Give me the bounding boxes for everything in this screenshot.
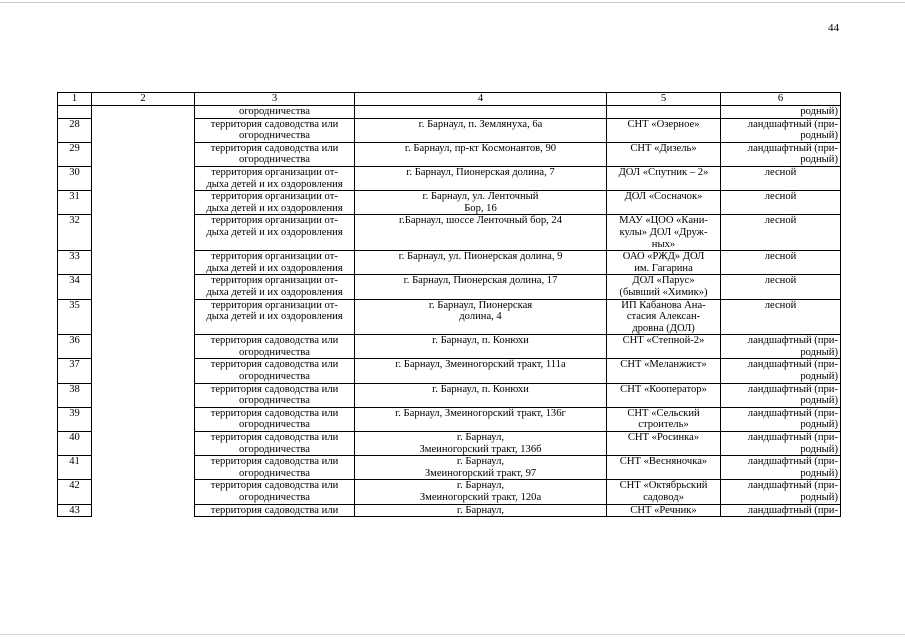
category-cell: лесной [721, 191, 841, 215]
col2-cell [92, 383, 195, 407]
category-cell: лесной [721, 299, 841, 335]
header-col-5: 5 [607, 93, 721, 106]
category-cell: ландшафтный (при- родный) [721, 118, 841, 142]
scan-edge-top [0, 2, 905, 3]
category-cell: ландшафтный (при- родный) [721, 407, 841, 431]
category-cell: ландшафтный (при- родный) [721, 383, 841, 407]
address-cell: г. Барнаул, Змеиногорский тракт, 111а [355, 359, 607, 383]
row-number-cell: 29 [58, 142, 92, 166]
territory-type-cell: территория садоводства или огородничества [195, 480, 355, 504]
address-cell: г. Барнаул, Змеиногорский тракт, 136б [355, 432, 607, 456]
row-number-cell: 39 [58, 407, 92, 431]
category-cell: ландшафтный (при- родный) [721, 335, 841, 359]
header-col-2: 2 [92, 93, 195, 106]
address-cell: г. Барнаул, п. Конюхи [355, 335, 607, 359]
cont-num-cell [58, 106, 92, 119]
table-row [58, 432, 841, 456]
table-row [58, 480, 841, 504]
organization-cell: ДОЛ «Парус» (бывший «Химик») [607, 275, 721, 299]
col2-cell [92, 335, 195, 359]
organization-cell: СНТ «Кооператор» [607, 383, 721, 407]
category-cell: лесной [721, 215, 841, 251]
continuation-row [58, 106, 841, 119]
table-row [58, 504, 841, 517]
organization-cell: СНТ «Степной-2» [607, 335, 721, 359]
header-col-4: 4 [355, 93, 607, 106]
organization-cell: МАУ «ЦОО «Кани- кулы» ДОЛ «Друж- ных» [607, 215, 721, 251]
address-cell: г. Барнаул, пр-кт Космонавтов, 90 [355, 142, 607, 166]
organization-cell: ИП Кабанова Ана- стасия Алексан- дровна (ДОЛ) [607, 299, 721, 335]
territory-type-cell: территория садоводства или огородничества [195, 359, 355, 383]
table-row [58, 299, 841, 335]
organization-cell: ОАО «РЖД» ДОЛ им. Гагарина [607, 251, 721, 275]
table-row [58, 275, 841, 299]
category-cell: лесной [721, 251, 841, 275]
organization-cell: СНТ «Росинка» [607, 432, 721, 456]
header-row [58, 93, 841, 106]
category-cell: ландшафтный (при- родный) [721, 142, 841, 166]
organization-cell: СНТ «Октябрьский садовод» [607, 480, 721, 504]
organization-cell: СНТ «Сельский строитель» [607, 407, 721, 431]
table-row [58, 335, 841, 359]
territory-type-cell: территория организации от- дыха детей и их оздоровления [195, 215, 355, 251]
table-row [58, 142, 841, 166]
table-row [58, 166, 841, 190]
table-row [58, 251, 841, 275]
row-number-cell: 37 [58, 359, 92, 383]
header-col-1: 1 [58, 93, 92, 106]
col2-cell [92, 118, 195, 142]
table-row [58, 118, 841, 142]
col2-cell [92, 299, 195, 335]
address-cell: г. Барнаул, Пионерская долина, 17 [355, 275, 607, 299]
address-cell: г. Барнаул, Змеиногорский тракт, 97 [355, 456, 607, 480]
row-number-cell: 42 [58, 480, 92, 504]
category-cell: ландшафтный (при- родный) [721, 480, 841, 504]
category-cell: ландшафтный (при- родный) [721, 359, 841, 383]
address-cell: г. Барнаул, ул. Ленточный Бор, 16 [355, 191, 607, 215]
territory-type-cell: территория организации от- дыха детей и их оздоровления [195, 191, 355, 215]
territory-type-cell: территория садоводства или огородничества [195, 335, 355, 359]
row-number-cell: 31 [58, 191, 92, 215]
cont-category-cell: родный) [721, 106, 841, 119]
row-number-cell: 40 [58, 432, 92, 456]
col2-cell [92, 275, 195, 299]
address-cell: г. Барнаул, [355, 504, 607, 517]
col2-cell [92, 480, 195, 504]
row-number-cell: 41 [58, 456, 92, 480]
address-cell: г. Барнаул, Змеиногорский тракт, 136г [355, 407, 607, 431]
category-cell: ландшафтный (при- [721, 504, 841, 517]
organization-cell: ДОЛ «Сосначок» [607, 191, 721, 215]
col2-cell [92, 191, 195, 215]
col2-cell [92, 142, 195, 166]
row-number-cell: 38 [58, 383, 92, 407]
col2-cell [92, 215, 195, 251]
category-cell: лесной [721, 275, 841, 299]
address-cell: г. Барнаул, Змеиногорский тракт, 120а [355, 480, 607, 504]
cont-org-cell [607, 106, 721, 119]
organization-cell: СНТ «Дизель» [607, 142, 721, 166]
row-number-cell: 33 [58, 251, 92, 275]
table-row [58, 191, 841, 215]
organization-cell: СНТ «Меланжист» [607, 359, 721, 383]
territory-type-cell: территория организации от- дыха детей и их оздоровления [195, 299, 355, 335]
row-number-cell: 30 [58, 166, 92, 190]
territory-type-cell: территория садоводства или огородничества [195, 118, 355, 142]
territory-type-cell: территория садоводства или [195, 504, 355, 517]
organization-cell: СНТ «Озерное» [607, 118, 721, 142]
organization-cell: СНТ «Весняночка» [607, 456, 721, 480]
col2-cell [92, 504, 195, 517]
territory-type-cell: территория садоводства или огородничества [195, 142, 355, 166]
table-row [58, 383, 841, 407]
header-col-3: 3 [195, 93, 355, 106]
territory-type-cell: территория организации от- дыха детей и их оздоровления [195, 251, 355, 275]
table-row [58, 407, 841, 431]
col2-cell [92, 251, 195, 275]
address-cell: г. Барнаул, Пионерская долина, 4 [355, 299, 607, 335]
address-cell: г. Барнаул, п. Конюхи [355, 383, 607, 407]
address-cell: г. Барнаул, п. Землянуха, 6а [355, 118, 607, 142]
address-cell: г. Барнаул, ул. Пионерская долина, 9 [355, 251, 607, 275]
territory-type-cell: территория садоводства или огородничества [195, 407, 355, 431]
cont-type-cell: огородничества [195, 106, 355, 119]
col2-cell [92, 456, 195, 480]
row-number-cell: 35 [58, 299, 92, 335]
organization-cell: СНТ «Речник» [607, 504, 721, 517]
land-use-table [57, 92, 841, 517]
header-col-6: 6 [721, 93, 841, 106]
cont-address-cell [355, 106, 607, 119]
category-cell: ландшафтный (при- родный) [721, 456, 841, 480]
territory-type-cell: территория организации от- дыха детей и их оздоровления [195, 275, 355, 299]
cont-col2-cell [92, 106, 195, 119]
table-row [58, 456, 841, 480]
table-row [58, 215, 841, 251]
category-cell: лесной [721, 166, 841, 190]
table-row [58, 359, 841, 383]
territory-type-cell: территория садоводства или огородничества [195, 456, 355, 480]
territory-type-cell: территория организации от- дыха детей и их оздоровления [195, 166, 355, 190]
scan-edge-bottom [0, 634, 905, 635]
row-number-cell: 43 [58, 504, 92, 517]
organization-cell: ДОЛ «Спутник – 2» [607, 166, 721, 190]
col2-cell [92, 359, 195, 383]
col2-cell [92, 432, 195, 456]
page-number: 44 [828, 22, 839, 34]
territory-type-cell: территория садоводства или огородничества [195, 432, 355, 456]
category-cell: ландшафтный (при- родный) [721, 432, 841, 456]
col2-cell [92, 166, 195, 190]
row-number-cell: 32 [58, 215, 92, 251]
address-cell: г.Барнаул, шоссе Ленточный бор, 24 [355, 215, 607, 251]
address-cell: г. Барнаул, Пионерская долина, 7 [355, 166, 607, 190]
row-number-cell: 28 [58, 118, 92, 142]
row-number-cell: 36 [58, 335, 92, 359]
territory-type-cell: территория садоводства или огородничества [195, 383, 355, 407]
row-number-cell: 34 [58, 275, 92, 299]
col2-cell [92, 407, 195, 431]
